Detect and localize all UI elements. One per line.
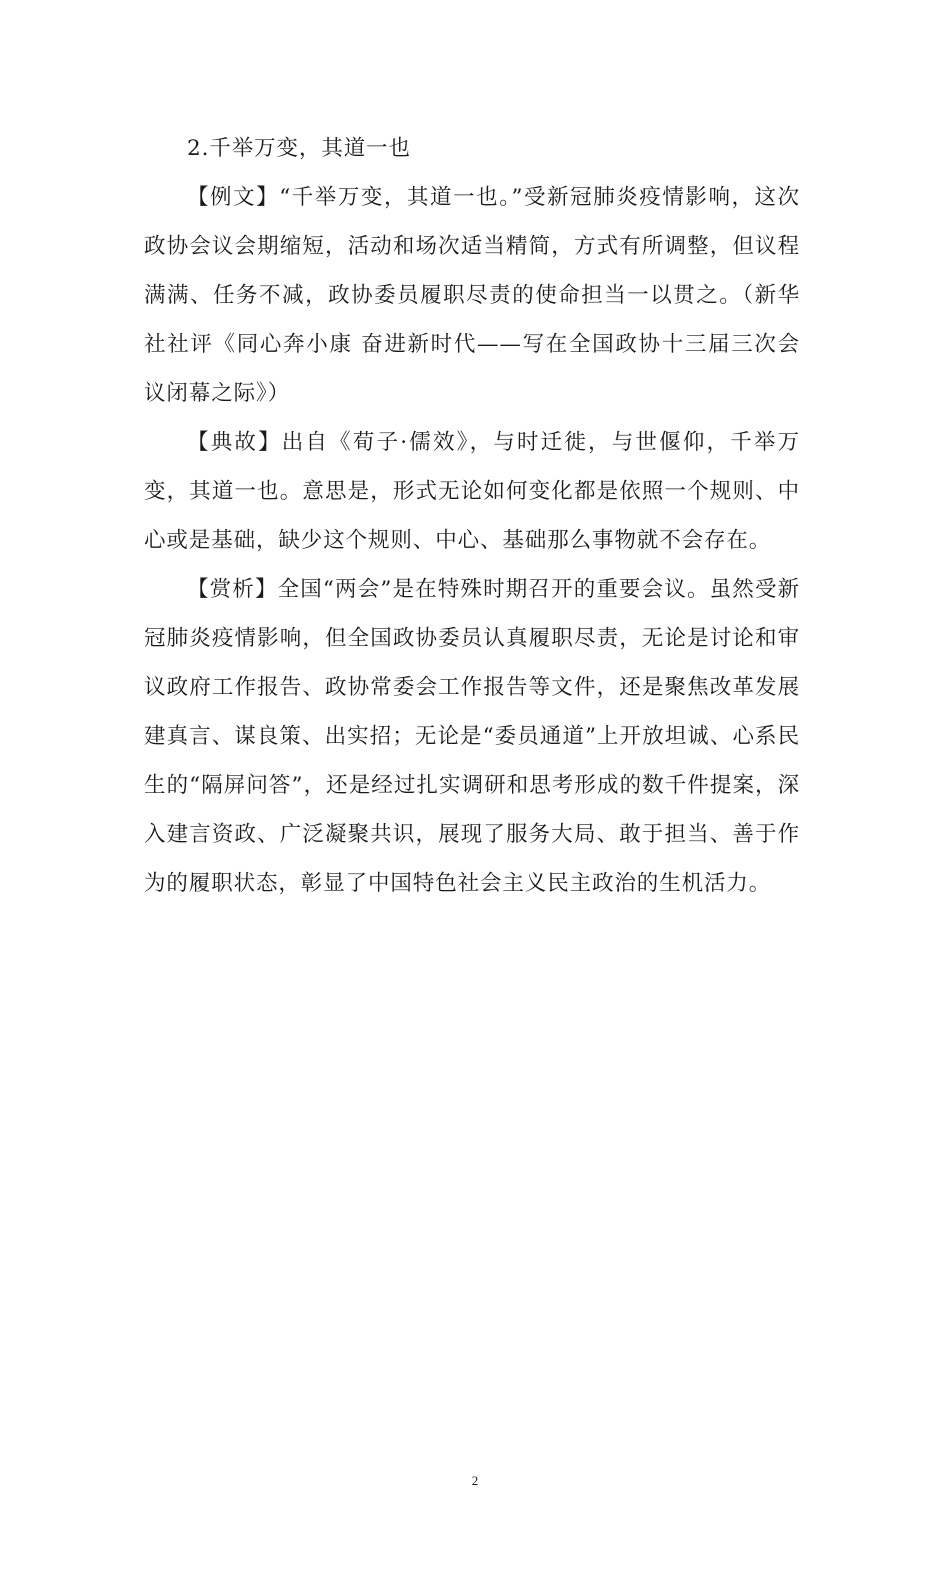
paragraph-analysis: 【赏析】全国“两会”是在特殊时期召开的重要会议。虽然受新冠肺炎疫情影响，但全国政协委员认真履职尽责，无论是讨论和审议政府工作报告、政协常委会工作报告等文件，还是聚焦改革发展建真言、谋良策、出实招；无论是“委员通道”上开放坦诚、心系民生的“隔屏问答”，还是经过扎实调研和思考形成的数千件提案，深入建言资政、广泛凝聚共识，展现了服务大局、敢于担当、善于作为的履职状态，彰显了中国特色社会主义民主政治的生机活力。 <box>144 577 800 896</box>
page-number: 2 <box>471 1473 479 1488</box>
paragraph-example: 【例文】“千举万变，其道一也。”受新冠肺炎疫情影响，这次政协会议会期缩短，活动和场次适当精简，方式有所调整，但议程满满、任务不减，政协委员履职尽责的使命担当一以贯之。（新华社社评《同心奔小康 奋进新时代——写在全国政协十三届三次会议闭幕之际》） <box>144 185 800 406</box>
document-body <box>144 124 800 908</box>
section-heading: 2.千举万变，其道一也 <box>187 136 411 161</box>
paragraph-allusion: 【典故】出自《荀子·儒效》，与时迁徙，与世偃仰，千举万变，其道一也。意思是，形式无论如何变化都是依照一个规则、中心或是基础，缺少这个规则、中心、基础那么事物就不会存在。 <box>144 430 800 553</box>
